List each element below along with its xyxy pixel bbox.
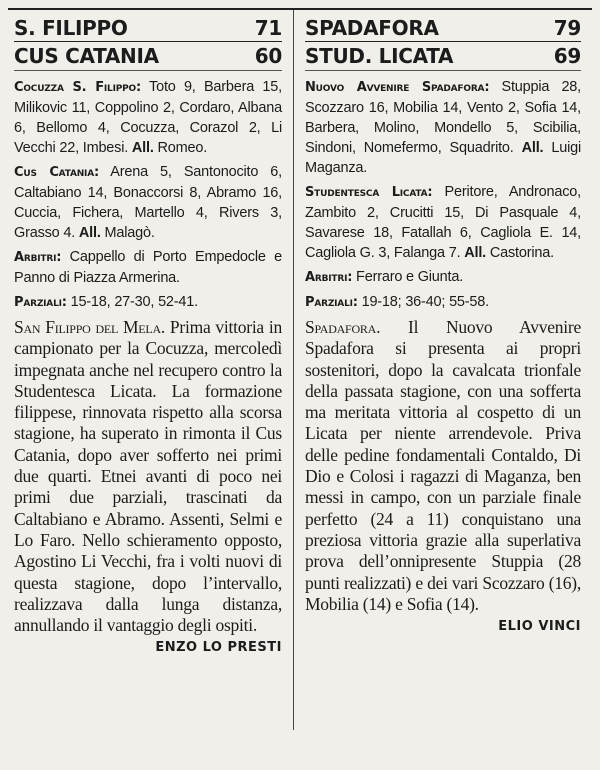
referees-names: Cappello di Porto Empedocle e Panno di Piazza Armerina. (14, 249, 282, 286)
score-line-home (14, 16, 282, 40)
match-info-box (305, 77, 581, 313)
roster-away (305, 182, 581, 263)
score-line-away (14, 44, 282, 68)
team-name: S. FILIPPO (14, 16, 128, 40)
team-name: STUD. LICATA (305, 44, 454, 68)
roster-home (14, 77, 282, 158)
article-text: Prima vittoria in campionato per la Cocuzza, mercoledì impegnata anche nel recupero contro la Studentesca Licata. La formazione filippese, rinnovata rispetto alla scorsa stagione, ha superato in rimonta il Cus Catania, dopo aver sofferto nei primi due quarti. Etnei avanti di poco nei primi due parziali, trascinati da Caltabiano e Abramo. Assenti, Selmi e Lo Faro. Nello schieramento opposto, Agostino Li Vecchi, fra i volti nuovi di questa stagione, dopo l’intervallo, realizzava dalla lunga distanza, annullando il vantaggio degli ospiti. (14, 317, 282, 636)
team-score: 79 (553, 16, 581, 40)
score-line-home (305, 16, 581, 40)
coach-label: All. (521, 140, 544, 156)
article-body (14, 317, 282, 636)
team-score: 71 (254, 16, 282, 40)
right-column (305, 16, 581, 634)
roster-home (305, 77, 581, 178)
partials-values: 19-18; 36-40; 55-58. (357, 294, 489, 310)
coach-name: Luigi Maganza. (305, 140, 581, 176)
partials-label: Parziali: (14, 295, 67, 310)
match-info-box (14, 77, 282, 313)
score-line-away (305, 44, 581, 68)
score-divider (14, 41, 282, 42)
referees-names: Ferraro e Giunta. (352, 269, 464, 285)
roster-away (14, 162, 282, 243)
score-divider (305, 41, 581, 42)
article-byline: ELIO VINCI (498, 619, 581, 635)
roster-team-label: Nuovo Avvenire Spadafora: (305, 80, 490, 95)
partials (305, 292, 581, 313)
article-body (305, 317, 581, 615)
partials (14, 292, 282, 313)
team-score: 69 (553, 44, 581, 68)
coach-name: Malagò. (100, 225, 155, 241)
coach-name: Castorina. (486, 245, 554, 261)
coach-label: All. (131, 140, 154, 156)
article-text: Il Nuovo Avvenire Spadafora si presenta ai propri sostenitori, dopo la cavalcata trionfale della passata stagione, con una sofferta ma meritata vittoria al cospetto di un Licata per niente arrendevole. Priva delle pedine fondamentali Contaldo, Di Dio e Colosi i ragazzi di Maganza, ben messi in campo, con un parziale finale perfetto (24 a 11) conquistano una preziosa vittoria grazie alla superlativa prova dell’onnipresente Stuppia (28 punti realizzati) e dei vari Scozzaro (16), Mobilia (14) e Sofia (14). (305, 317, 581, 614)
roster-team-label: Studentesca Licata: (305, 185, 433, 200)
partials-values: 15-18, 27-30, 52-41. (66, 294, 198, 310)
coach-label: All. (464, 245, 486, 261)
roster-players: Peritore, Andronaco, Zambito 2, Crucitti 15, Di Pasquale 4, Savarese 18, Fatallah 6, Cagliola E. 14, Cagliola G. 3, Falanga 7. (305, 184, 581, 261)
column-divider (293, 10, 294, 730)
partials-label: Parziali: (305, 295, 358, 310)
score-divider (305, 70, 581, 71)
roster-players: Arena 5, Santonocito 6, Caltabiano 14, Bonaccorsi 8, Abramo 16, Cuccia, Fichera, Martello 4, Rivers 3, Grasso 4. (14, 164, 282, 241)
referees-label: Arbitri: (14, 250, 62, 265)
top-rule (8, 8, 592, 10)
team-score: 60 (254, 44, 282, 68)
roster-players: Toto 9, Barbera 15, Milikovic 11, Coppolino 2, Cordaro, Albana 6, Bellomo 4, Cocuzza, Corazol 2, Li Vecchi 22, Imbesi. (14, 79, 282, 156)
score-divider (14, 70, 282, 71)
coach-name: Romeo. (153, 140, 208, 156)
article-dateline: San Filippo del Mela. (14, 317, 165, 337)
referees (14, 247, 282, 288)
roster-team-label: Cus Catania: (14, 165, 99, 180)
referees-label: Arbitri: (305, 270, 353, 285)
referees (305, 267, 581, 288)
roster-players: Stuppia 28, Scozzaro 16, Mobilia 14, Vento 2, Sofia 14, Barbera, Molino, Mondello 5, Scibilia, Sindoni, Nomefermo, Squadrito. (305, 79, 582, 156)
article-byline: ENZO LO PRESTI (155, 640, 282, 656)
left-column (14, 16, 282, 655)
team-name: CUS CATANIA (14, 44, 159, 68)
roster-team-label: Cocuzza S. Filippo: (14, 80, 141, 95)
team-name: SPADAFORA (305, 16, 439, 40)
coach-label: All. (78, 225, 101, 241)
article-dateline: Spadafora. (305, 317, 381, 337)
